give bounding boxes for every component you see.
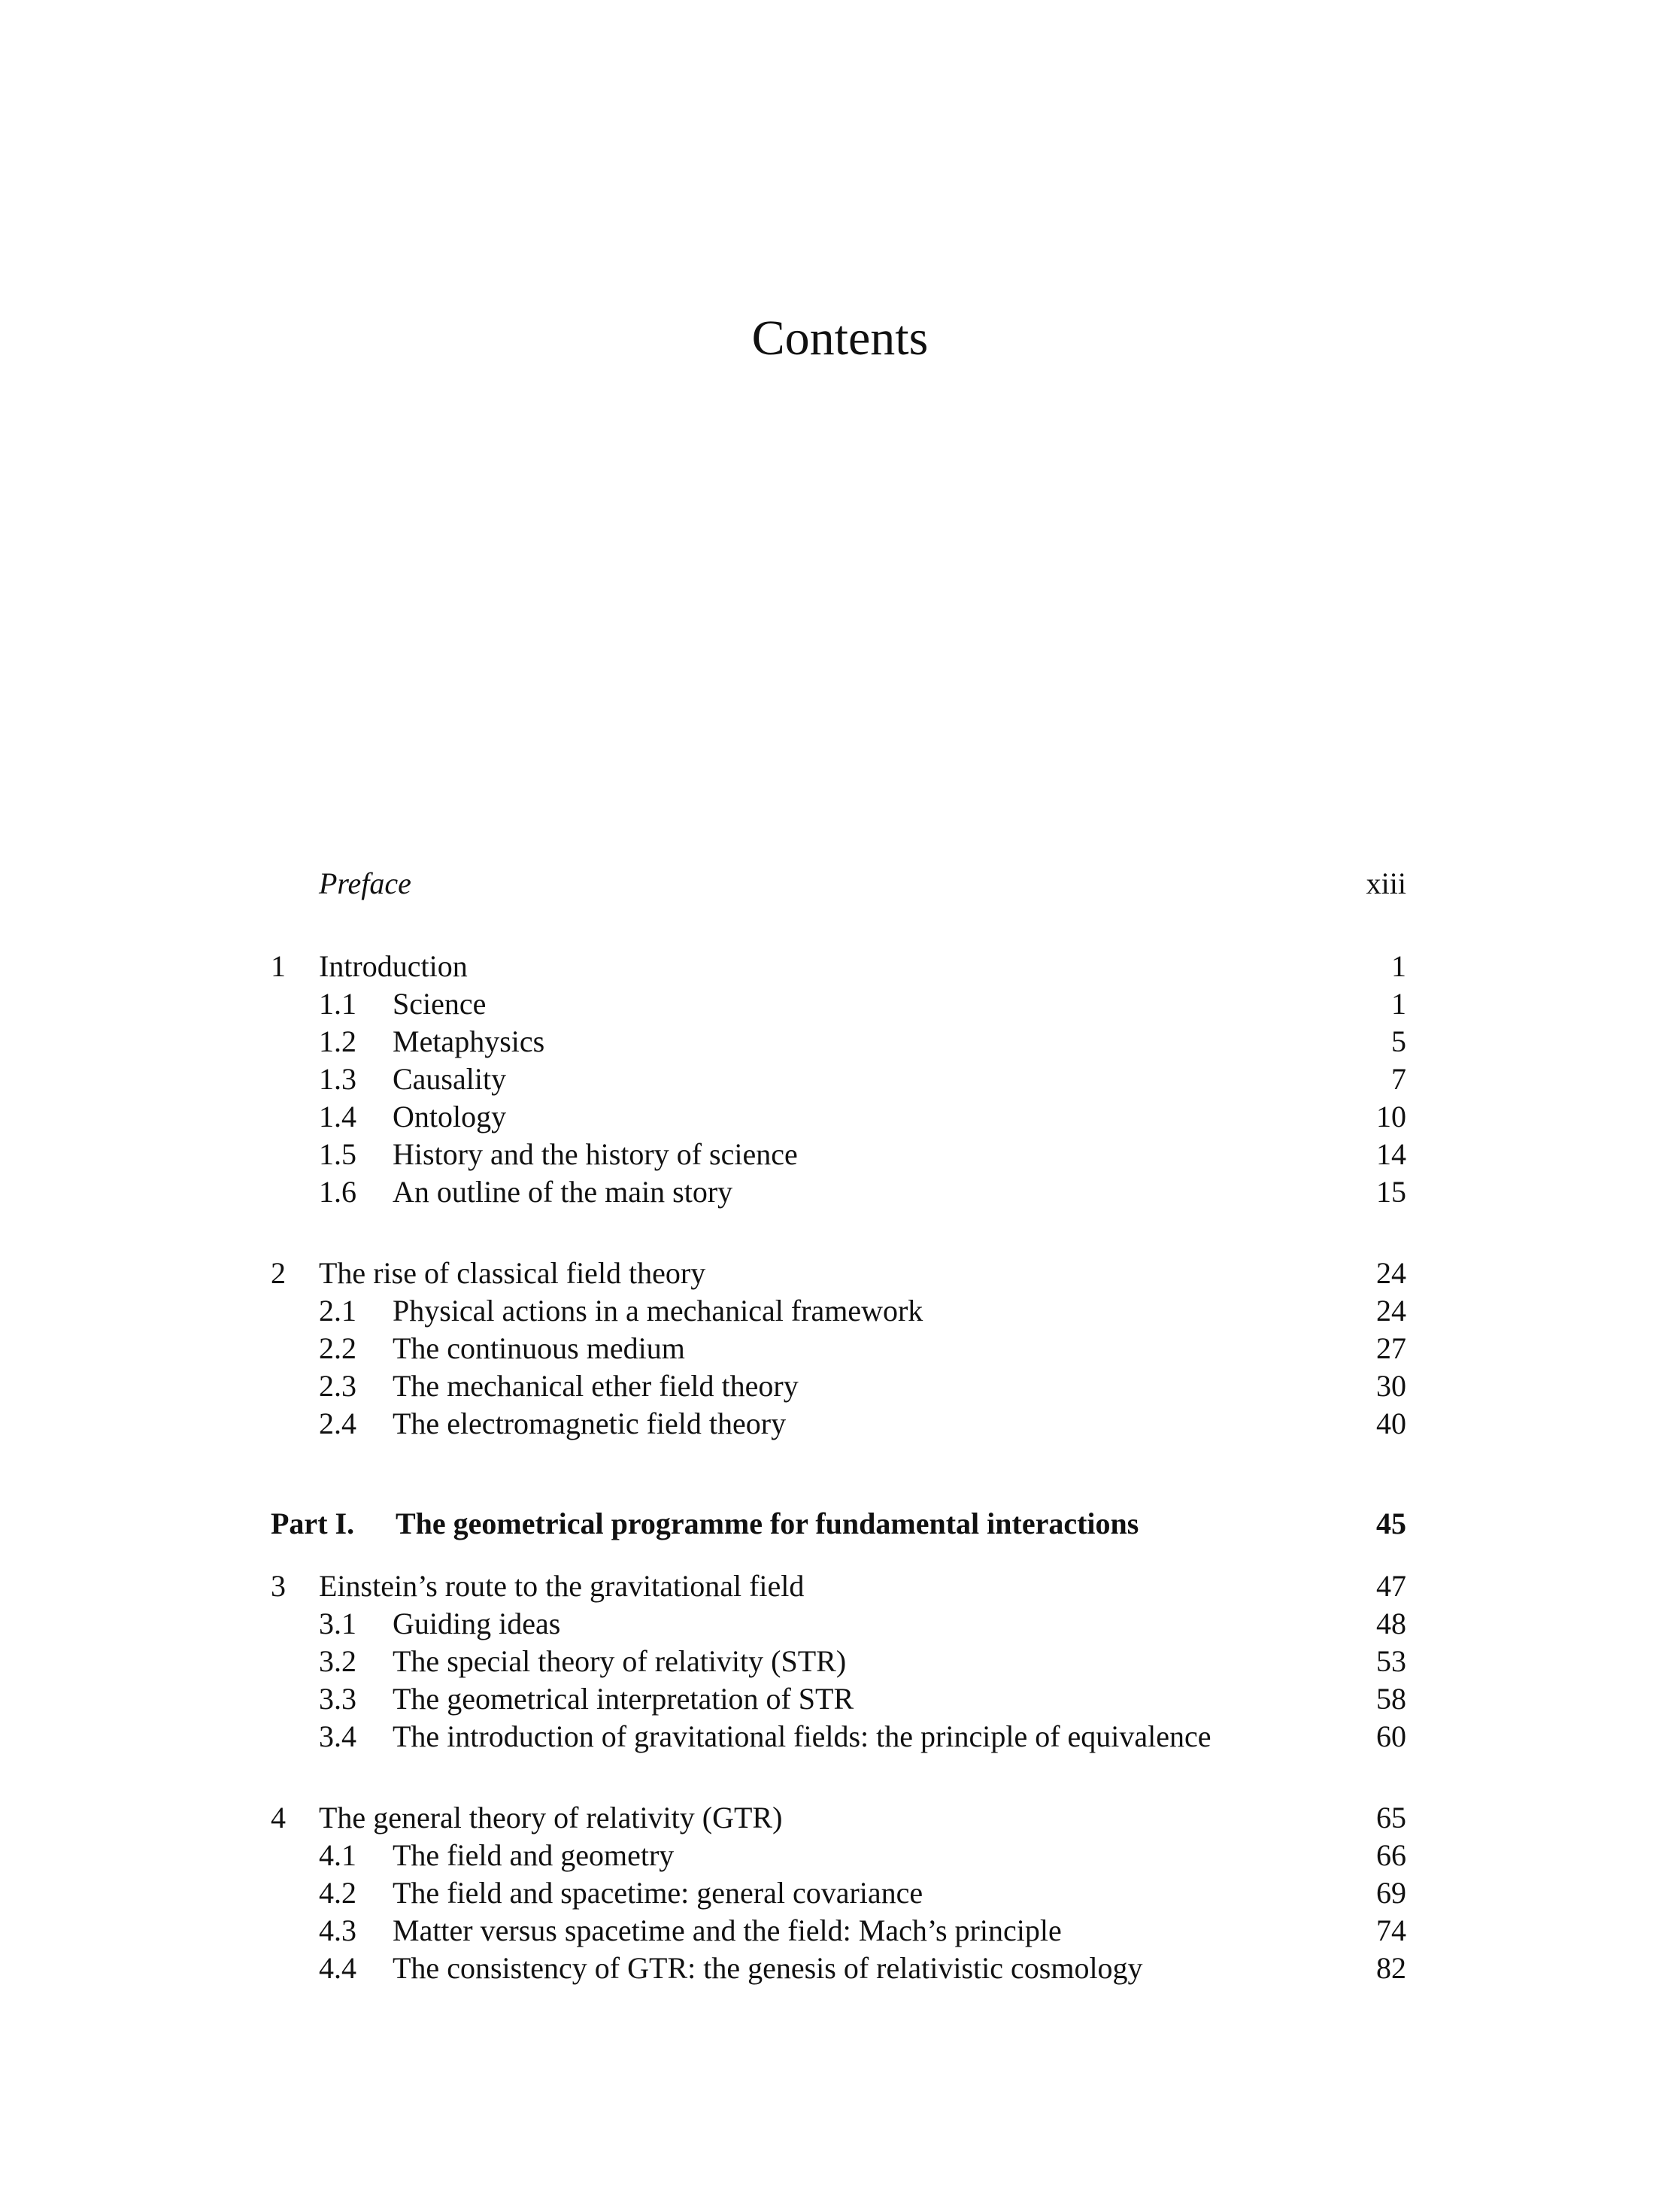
toc-section[interactable] [271, 1643, 1406, 1680]
chapter-title: Introduction [319, 949, 468, 983]
section-number: 4.1 [319, 1838, 356, 1872]
section-title: History and the history of science [393, 1137, 798, 1171]
preface-label: Preface [319, 866, 411, 900]
section-title: Physical actions in a mechanical framework [393, 1294, 923, 1328]
section-page: 53 [1376, 1644, 1406, 1678]
section-number: 1.6 [319, 1175, 356, 1209]
section-page: 74 [1376, 1913, 1406, 1947]
toc-section[interactable] [271, 1098, 1406, 1136]
toc-chapter[interactable] [271, 1567, 1406, 1605]
toc-section[interactable] [271, 1023, 1406, 1061]
toc-section[interactable] [271, 1330, 1406, 1367]
section-number: 2.2 [319, 1331, 356, 1365]
section-title: The consistency of GTR: the genesis of relativistic cosmology [393, 1951, 1143, 1985]
section-number: 1.3 [319, 1062, 356, 1096]
toc-section[interactable] [271, 1874, 1406, 1912]
section-title: Science [393, 987, 487, 1021]
toc-section[interactable] [271, 1605, 1406, 1643]
chapter-number: 2 [271, 1256, 286, 1290]
section-title: The continuous medium [393, 1331, 685, 1365]
toc-section[interactable] [271, 1950, 1406, 1987]
section-number: 1.1 [319, 987, 356, 1021]
section-number: 1.4 [319, 1100, 356, 1133]
section-page: 30 [1376, 1369, 1406, 1403]
section-page: 27 [1376, 1331, 1406, 1365]
toc-section[interactable] [271, 1837, 1406, 1874]
section-number: 2.4 [319, 1407, 356, 1440]
section-number: 3.1 [319, 1607, 356, 1640]
section-title: Metaphysics [393, 1024, 545, 1058]
section-page: 48 [1376, 1607, 1406, 1640]
section-page: 40 [1376, 1407, 1406, 1440]
chapter-page: 24 [1376, 1256, 1406, 1290]
section-page: 66 [1376, 1838, 1406, 1872]
section-title: The electromagnetic field theory [393, 1407, 787, 1440]
section-page: 10 [1376, 1100, 1406, 1133]
section-number: 3.2 [319, 1644, 356, 1678]
section-page: 58 [1376, 1682, 1406, 1716]
section-title: The field and spacetime: general covariance [393, 1876, 923, 1910]
part-label: Part I. [271, 1507, 355, 1540]
section-title: The field and geometry [393, 1838, 675, 1872]
toc-part[interactable] [271, 1505, 1406, 1543]
section-number: 4.3 [319, 1913, 356, 1947]
toc-preface[interactable] [271, 865, 1406, 903]
section-number: 3.3 [319, 1682, 356, 1716]
toc-section[interactable] [271, 1405, 1406, 1443]
section-title: Guiding ideas [393, 1607, 561, 1640]
section-page: 14 [1376, 1137, 1406, 1171]
chapter-title: Einstein’s route to the gravitational field [319, 1569, 805, 1603]
section-number: 1.5 [319, 1137, 356, 1171]
section-number: 4.2 [319, 1876, 356, 1910]
section-page: 24 [1376, 1294, 1406, 1328]
section-title: Ontology [393, 1100, 507, 1133]
toc-section[interactable] [271, 1912, 1406, 1950]
chapter-number: 1 [271, 949, 286, 983]
section-title: Causality [393, 1062, 507, 1096]
toc-chapter[interactable] [271, 1255, 1406, 1292]
section-title: The geometrical interpretation of STR [393, 1682, 854, 1716]
chapter-page: 65 [1376, 1801, 1406, 1834]
toc-section[interactable] [271, 1292, 1406, 1330]
chapter-page: 47 [1376, 1569, 1406, 1603]
section-number: 2.3 [319, 1369, 356, 1403]
toc-section[interactable] [271, 1136, 1406, 1173]
section-page: 1 [1391, 987, 1406, 1021]
section-number: 4.4 [319, 1951, 356, 1985]
chapter-number: 3 [271, 1569, 286, 1603]
table-of-contents [271, 865, 1406, 1987]
toc-chapter[interactable] [271, 948, 1406, 985]
section-number: 3.4 [319, 1719, 356, 1753]
toc-section[interactable] [271, 1173, 1406, 1211]
chapter-title: The rise of classical field theory [319, 1256, 706, 1290]
toc-section[interactable] [271, 985, 1406, 1023]
page-title: Contents [751, 311, 929, 366]
section-page: 5 [1391, 1024, 1406, 1058]
toc-section[interactable] [271, 1680, 1406, 1718]
section-number: 2.1 [319, 1294, 356, 1328]
chapter-page: 1 [1391, 949, 1406, 983]
section-title: An outline of the main story [393, 1175, 733, 1209]
toc-section[interactable] [271, 1718, 1406, 1756]
section-page: 69 [1376, 1876, 1406, 1910]
section-page: 82 [1376, 1951, 1406, 1985]
section-page: 60 [1376, 1719, 1406, 1753]
section-title: Matter versus spacetime and the field: Mach’s principle [393, 1913, 1062, 1947]
part-title: The geometrical programme for fundamental interactions [396, 1507, 1139, 1540]
section-page: 15 [1376, 1175, 1406, 1209]
part-page: 45 [1376, 1507, 1406, 1540]
section-number: 1.2 [319, 1024, 356, 1058]
chapter-number: 4 [271, 1801, 286, 1834]
toc-section[interactable] [271, 1367, 1406, 1405]
section-title: The special theory of relativity (STR) [393, 1644, 847, 1678]
chapter-title: The general theory of relativity (GTR) [319, 1801, 783, 1834]
section-title: The introduction of gravitational fields: the principle of equivalence [393, 1719, 1211, 1753]
section-title: The mechanical ether field theory [393, 1369, 799, 1403]
toc-chapter[interactable] [271, 1799, 1406, 1837]
preface-page: xiii [1366, 866, 1406, 900]
toc-section[interactable] [271, 1061, 1406, 1098]
section-page: 7 [1391, 1062, 1406, 1096]
